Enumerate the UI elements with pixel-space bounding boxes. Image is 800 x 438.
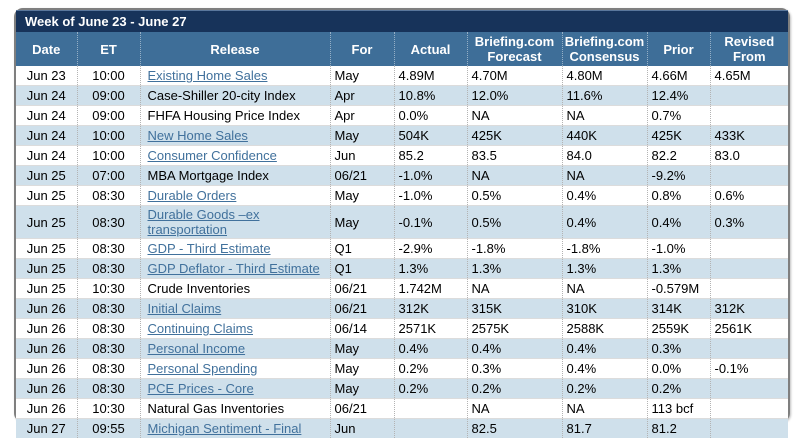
cell-revised [710, 239, 788, 259]
release-link[interactable]: Existing Home Sales [148, 68, 268, 83]
cell-revised [710, 279, 788, 299]
release-link[interactable]: Consumer Confidence [148, 148, 277, 163]
cell-for: Apr [330, 106, 394, 126]
cell-et: 09:55 [77, 419, 140, 438]
column-header-et: ET [77, 32, 140, 66]
cell-date: Jun 26 [16, 359, 77, 379]
release-link[interactable]: GDP Deflator - Third Estimate [148, 261, 320, 276]
table-row [16, 399, 788, 419]
cell-forecast: 0.4% [467, 339, 562, 359]
table-row [16, 299, 788, 319]
cell-for: 06/14 [330, 319, 394, 339]
release-link[interactable]: PCE Prices - Core [148, 381, 254, 396]
cell-date: Jun 26 [16, 339, 77, 359]
cell-forecast: 0.5% [467, 206, 562, 239]
cell-actual: -1.0% [394, 166, 467, 186]
cell-for: May [330, 379, 394, 399]
cell-for: Q1 [330, 259, 394, 279]
cell-for: Jun [330, 419, 394, 438]
table-row [16, 359, 788, 379]
cell-prior: 314K [647, 299, 710, 319]
cell-release [140, 259, 330, 279]
cell-actual: 10.8% [394, 86, 467, 106]
economic-calendar-panel [14, 8, 790, 422]
cell-date: Jun 25 [16, 166, 77, 186]
cell-et: 10:00 [77, 126, 140, 146]
cell-revised: 312K [710, 299, 788, 319]
cell-consensus: 0.4% [562, 339, 647, 359]
cell-prior: 82.2 [647, 146, 710, 166]
cell-prior: 0.2% [647, 379, 710, 399]
cell-for: May [330, 66, 394, 86]
cell-consensus: 0.4% [562, 186, 647, 206]
cell-actual [394, 419, 467, 438]
cell-et: 09:00 [77, 106, 140, 126]
cell-release [140, 319, 330, 339]
cell-consensus: 0.4% [562, 206, 647, 239]
cell-actual: 0.2% [394, 379, 467, 399]
cell-et: 08:30 [77, 259, 140, 279]
cell-revised: 433K [710, 126, 788, 146]
cell-forecast: -1.8% [467, 239, 562, 259]
table-row [16, 186, 788, 206]
cell-prior: 1.3% [647, 259, 710, 279]
cell-date: Jun 24 [16, 86, 77, 106]
cell-et: 10:30 [77, 399, 140, 419]
cell-et: 08:30 [77, 359, 140, 379]
cell-consensus: 0.4% [562, 359, 647, 379]
cell-revised: 0.3% [710, 206, 788, 239]
cell-date: Jun 26 [16, 399, 77, 419]
cell-for: May [330, 359, 394, 379]
cell-forecast: 2575K [467, 319, 562, 339]
cell-et: 07:00 [77, 166, 140, 186]
cell-consensus: NA [562, 399, 647, 419]
economic-calendar-table [16, 32, 788, 438]
cell-forecast: 0.2% [467, 379, 562, 399]
cell-for: May [330, 126, 394, 146]
cell-forecast: NA [467, 279, 562, 299]
cell-date: Jun 23 [16, 66, 77, 86]
cell-revised [710, 379, 788, 399]
cell-et: 10:30 [77, 279, 140, 299]
cell-release [140, 66, 330, 86]
cell-et: 08:30 [77, 299, 140, 319]
cell-release: Natural Gas Inventories [140, 399, 330, 419]
cell-prior: 0.8% [647, 186, 710, 206]
cell-for: May [330, 186, 394, 206]
release-link[interactable]: GDP - Third Estimate [148, 241, 271, 256]
table-row [16, 86, 788, 106]
release-link[interactable]: Personal Spending [148, 361, 258, 376]
cell-actual: 2571K [394, 319, 467, 339]
cell-revised: 83.0 [710, 146, 788, 166]
cell-revised [710, 259, 788, 279]
cell-consensus: 4.80M [562, 66, 647, 86]
cell-revised [710, 399, 788, 419]
cell-date: Jun 26 [16, 299, 77, 319]
cell-actual: 4.89M [394, 66, 467, 86]
cell-prior: 0.7% [647, 106, 710, 126]
cell-release [140, 126, 330, 146]
cell-date: Jun 24 [16, 106, 77, 126]
cell-consensus: NA [562, 279, 647, 299]
table-row [16, 239, 788, 259]
cell-forecast: 12.0% [467, 86, 562, 106]
cell-for: May [330, 206, 394, 239]
column-header-release: Release [140, 32, 330, 66]
table-row [16, 259, 788, 279]
table-row [16, 126, 788, 146]
cell-release [140, 146, 330, 166]
cell-forecast: 82.5 [467, 419, 562, 438]
cell-revised: 4.65M [710, 66, 788, 86]
cell-prior: 12.4% [647, 86, 710, 106]
table-row [16, 419, 788, 438]
cell-et: 08:30 [77, 239, 140, 259]
cell-release: FHFA Housing Price Index [140, 106, 330, 126]
cell-consensus: -1.8% [562, 239, 647, 259]
table-row [16, 379, 788, 399]
cell-consensus: 0.2% [562, 379, 647, 399]
column-header-date: Date [16, 32, 77, 66]
cell-consensus: 1.3% [562, 259, 647, 279]
cell-revised: -0.1% [710, 359, 788, 379]
release-link[interactable]: Continuing Claims [148, 321, 254, 336]
cell-release [140, 339, 330, 359]
cell-date: Jun 25 [16, 279, 77, 299]
cell-revised: 2561K [710, 319, 788, 339]
cell-date: Jun 26 [16, 319, 77, 339]
cell-forecast: 425K [467, 126, 562, 146]
cell-forecast: NA [467, 106, 562, 126]
cell-date: Jun 27 [16, 419, 77, 438]
table-row [16, 279, 788, 299]
cell-revised [710, 419, 788, 438]
cell-for: 06/21 [330, 166, 394, 186]
cell-prior: 0.3% [647, 339, 710, 359]
cell-et: 08:30 [77, 206, 140, 239]
cell-forecast: NA [467, 166, 562, 186]
cell-consensus: 11.6% [562, 86, 647, 106]
table-row [16, 106, 788, 126]
cell-actual: -0.1% [394, 206, 467, 239]
cell-forecast: 0.5% [467, 186, 562, 206]
cell-forecast: 0.3% [467, 359, 562, 379]
cell-for: 06/21 [330, 399, 394, 419]
cell-forecast: 83.5 [467, 146, 562, 166]
table-row [16, 319, 788, 339]
cell-for: Jun [330, 146, 394, 166]
cell-date: Jun 24 [16, 146, 77, 166]
cell-revised [710, 166, 788, 186]
cell-actual: 312K [394, 299, 467, 319]
column-header-briefing-com-forecast: Briefing.com Forecast [467, 32, 562, 66]
cell-consensus: 310K [562, 299, 647, 319]
column-header-actual: Actual [394, 32, 467, 66]
table-row [16, 166, 788, 186]
cell-actual: -1.0% [394, 186, 467, 206]
cell-date: Jun 25 [16, 239, 77, 259]
cell-for: May [330, 339, 394, 359]
cell-actual: 504K [394, 126, 467, 146]
cell-consensus: NA [562, 106, 647, 126]
column-header-prior: Prior [647, 32, 710, 66]
cell-prior: 425K [647, 126, 710, 146]
cell-actual [394, 399, 467, 419]
cell-release [140, 206, 330, 239]
cell-revised: 0.6% [710, 186, 788, 206]
cell-release: Crude Inventories [140, 279, 330, 299]
cell-forecast: 315K [467, 299, 562, 319]
release-link[interactable]: Personal Income [148, 341, 246, 356]
cell-date: Jun 24 [16, 126, 77, 146]
release-link[interactable]: Michigan Sentiment - Final [148, 421, 302, 436]
cell-et: 10:00 [77, 146, 140, 166]
table-row [16, 146, 788, 166]
cell-release [140, 419, 330, 438]
cell-actual: 85.2 [394, 146, 467, 166]
cell-forecast: NA [467, 399, 562, 419]
cell-prior: -9.2% [647, 166, 710, 186]
cell-prior: 0.0% [647, 359, 710, 379]
table-row [16, 66, 788, 86]
cell-actual: 0.0% [394, 106, 467, 126]
cell-actual: 0.4% [394, 339, 467, 359]
panel-title: Week of June 23 - June 27 [16, 10, 788, 32]
cell-revised [710, 339, 788, 359]
table-row [16, 339, 788, 359]
table-body [16, 66, 788, 438]
column-header-revised-from: Revised From [710, 32, 788, 66]
cell-forecast: 4.70M [467, 66, 562, 86]
cell-date: Jun 25 [16, 259, 77, 279]
cell-actual: 1.3% [394, 259, 467, 279]
cell-for: Apr [330, 86, 394, 106]
column-header-briefing-com-consensus: Briefing.com Consensus [562, 32, 647, 66]
cell-revised [710, 106, 788, 126]
cell-for: 06/21 [330, 279, 394, 299]
cell-prior: 2559K [647, 319, 710, 339]
cell-prior: -1.0% [647, 239, 710, 259]
cell-prior: 113 bcf [647, 399, 710, 419]
cell-release: Case-Shiller 20-city Index [140, 86, 330, 106]
cell-release [140, 359, 330, 379]
cell-date: Jun 25 [16, 206, 77, 239]
cell-actual: -2.9% [394, 239, 467, 259]
cell-consensus: 81.7 [562, 419, 647, 438]
cell-actual: 1.742M [394, 279, 467, 299]
cell-et: 08:30 [77, 319, 140, 339]
cell-release: MBA Mortgage Index [140, 166, 330, 186]
release-link[interactable]: Durable Orders [148, 188, 237, 203]
cell-et: 08:30 [77, 379, 140, 399]
cell-actual: 0.2% [394, 359, 467, 379]
table-row [16, 206, 788, 239]
release-link[interactable]: Durable Goods –ex transportation [148, 207, 260, 237]
cell-for: 06/21 [330, 299, 394, 319]
release-link[interactable]: Initial Claims [148, 301, 222, 316]
cell-consensus: 2588K [562, 319, 647, 339]
cell-consensus: 440K [562, 126, 647, 146]
cell-consensus: 84.0 [562, 146, 647, 166]
cell-et: 08:30 [77, 186, 140, 206]
cell-release [140, 379, 330, 399]
cell-prior: 4.66M [647, 66, 710, 86]
release-link[interactable]: New Home Sales [148, 128, 248, 143]
cell-date: Jun 26 [16, 379, 77, 399]
cell-revised [710, 86, 788, 106]
cell-prior: -0.579M [647, 279, 710, 299]
cell-release [140, 299, 330, 319]
cell-release [140, 186, 330, 206]
cell-et: 08:30 [77, 339, 140, 359]
cell-consensus: NA [562, 166, 647, 186]
header-row [16, 32, 788, 66]
cell-date: Jun 25 [16, 186, 77, 206]
cell-for: Q1 [330, 239, 394, 259]
cell-prior: 81.2 [647, 419, 710, 438]
cell-prior: 0.4% [647, 206, 710, 239]
cell-et: 10:00 [77, 66, 140, 86]
column-header-for: For [330, 32, 394, 66]
cell-forecast: 1.3% [467, 259, 562, 279]
cell-et: 09:00 [77, 86, 140, 106]
cell-release [140, 239, 330, 259]
